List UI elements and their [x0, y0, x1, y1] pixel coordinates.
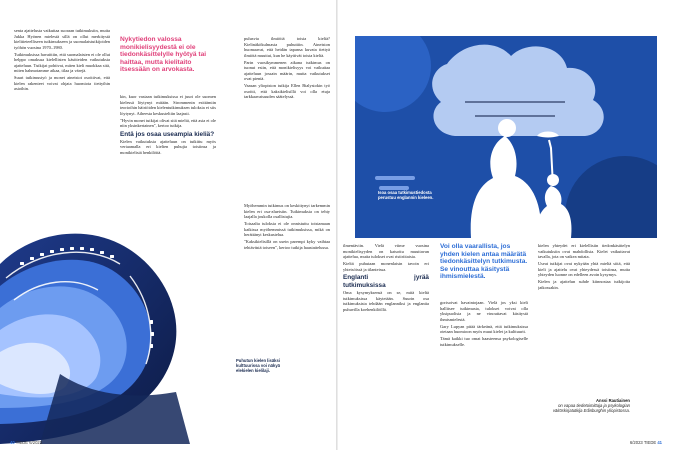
- right-col1-para-3: Vaasan yliopiston tutkija Ellen Bialystokin työ osoitti, että kaksikielisillä voi olla etuja tarkkaavaisuuden säätelyssä.: [244, 83, 330, 100]
- author-signature: [538, 398, 630, 413]
- author-description: on vapaa tiedetoimittaja ja psykologian väitöskirjatutkija Edinburghin yliopistossa.: [552, 403, 630, 413]
- left-col1-para-3: Suuri tutkimustyö ja monet aineistot osoittivat, että kielen rakenteet voivat ohjata huomiota tiettyihin asioihin.: [14, 75, 110, 92]
- left-folio: [10, 440, 42, 445]
- right-col3b-para-1: Oma kysymyksensä on se, mitä kieltä tutkimuksissa käytetään. Suurin osa tutkimuksista tehdään englanniksi ja englantia puhuvilla koehenkilöillä.: [343, 290, 429, 312]
- left-col2b-para-1: Kielen vaikutuksia ajatteluun on tutkittu myös vertaamalla eri kielten puhujia toisiinsa ja monikielisiä henkilöitä.: [120, 138, 216, 155]
- right-col5-para-1: kielen yhteydet eri kielellisiin tiedonkäsittelyn vaikutuksiin ovat mahdollisia. Kielet vaikuttavat tavalla, jota on vaikea mitata.: [538, 243, 630, 259]
- right-column-e: [538, 243, 630, 393]
- right-col3-para-2: Kieltä puhutaan monenlaisin tavoin eri yhteisöissä ja tilanteissa.: [343, 261, 429, 272]
- right-col2-para-2: Toisaalta tuloksia ei ole onnistuttu toistamaan kaikissa myöhemmissä tutkimuksissa, mikä on herättänyt keskustelua.: [244, 221, 330, 238]
- right-magazine-name: 6/2023 TIEDE: [629, 440, 657, 445]
- left-page-number: 40: [10, 440, 15, 445]
- left-column-1: [14, 28, 110, 231]
- left-illustration-caption: Puhutun kielen lisäksi kulttuurissa voi näkyä elekielen kielilaji.: [236, 358, 280, 373]
- pull-quote: Nykytiedon valossa monikielisyydestä ei ole tiedonkäsittelylle hyötyä tai haittaa, mutta kielitaito itsessään on arvokasta.: [120, 36, 207, 74]
- right-page-number: 41: [657, 440, 662, 445]
- mother-child-art: [355, 36, 657, 238]
- film-spiral-illustration: [0, 224, 190, 444]
- left-col2-para-1: kin, kuor vastaan tutkimuksissa ei juuri ole suomen kielessä löytynyt mitään. Strommenin esittämiin teorioihin häiriöiden kielentutkimuksen tuloksia ei siis löytynyt. Aiheesta keskusteltiin laajasti.: [120, 94, 216, 116]
- right-col3-para-1: ilmentäviin. Vielä viime vuosina monikielisyyden on katsottu muuttavan ajattelua, mutta tulokset ovat ristiriitaisia.: [343, 243, 429, 259]
- right-col5-para-2: Useat tutkijat ovat nykyään yhtä mieltä siitä, että kieli ja ajattelu ovat yhteydessä toisiinsa, mutta yhteyden luonne on edelleen avoin kysymys.: [538, 261, 630, 278]
- left-col2-para-2: "Hyvin monet tutkijat olivat sitä mieltä, että asia ei ole niin yksinkertainen", kertoo tutkija.: [120, 117, 216, 129]
- right-col4-para-2: Gary Lupyan pitää tärkeänä, että tutkimuksissa otetaan huomioon myös muut kielet ja kulttuurit.: [440, 323, 528, 335]
- right-col1-para-1: pulusvia ilmiöitä toisia kieliä? Kielinäkökulmasta puhuttiin. Aineiston huomaavat, että heidän tapansa kuvata tiettyä ilmiötä muuttui, kun he käyttivät toista kieltä.: [244, 36, 330, 58]
- right-col2-para-1: Myöhemmin tutkimus on keskittynyt tarkemmin kielen eri osa-alueisiin. Tutkimuksia on tehty laajalla joukolla osallistujia.: [244, 203, 330, 219]
- author-name: Anssi Rautiainen: [596, 398, 630, 403]
- page-gutter: [336, 0, 338, 450]
- right-col4-para-3: Tämä kaikki tuo omat haasteensa psykologiselle tutkimukselle.: [440, 336, 528, 347]
- right-col5-para-3: Kielen ja ajattelun suhde kiinnostaa tutkijoita jatkossakin.: [538, 279, 630, 290]
- right-folio: [630, 440, 662, 445]
- right-column-a: [244, 36, 330, 196]
- left-col1-para-1: senta ajattelusta vaikuttaa suoraan tutkimuksiin, mutta Jukka Hyönen mielestä sillä on ollut merkitystä kielitieteelliseen tutkimukseen ja suomalaistutkijoiden työhön vuosina 1970–1980.: [14, 28, 110, 50]
- left-col1-para-2: Tutkimuksissa havaittiin, että suomalaisten ei ole ollut helppo omaksua kielellisten käsitteiden vaikutuksia ajatteluun. Tutkijat pohtivat, miten kieli muokkaa sitä, miten hahmotamme aikaa, tilaa ja värejä.: [14, 51, 110, 74]
- right-col4-para-1: gorisoivat havaintojaan. Vielä jos yksi kieli hallitsee tutkimusta, tulokset voivat olla yksipuolisia ja ne vinouttavat käsitystä ihmismielestä.: [440, 300, 528, 322]
- blue-pull-quote: Voi olla vaarallista, jos yhden kielen antaa määrätä tiedonkäsittelyn tutkimusta. Se vinouttaa käsitystä ihmismielestä.: [440, 243, 528, 281]
- photo-caption: Isoa osaa tutkimustiedosta perustuu englannin kieleen.: [378, 190, 434, 200]
- left-column-2: [120, 94, 216, 224]
- right-subheading: Englanti jyrää tutkimuksissa: [343, 274, 429, 290]
- mother-child-illustration: [355, 36, 657, 238]
- right-col1-para-2: Parin vuosikymmenen aikana tutkimus on tuonut esiin, että monikielisyys voi vaikuttaa ajatteluun jossain määrin, mutta vaikutukset ovat pieniä.: [244, 59, 330, 82]
- right-column-b: [244, 203, 330, 435]
- right-column-d: [440, 300, 528, 435]
- right-column-c: [343, 243, 429, 435]
- left-subheading: Entä jos osaa useampia kieliä?: [120, 130, 215, 138]
- right-col2-para-3: "Kaksikielisillä on usein parempi kyky vaihtaa tehtävästä toiseen", kertoo tutkija haastattelussa.: [244, 239, 330, 250]
- left-magazine-name: TIEDE 6/2023: [15, 440, 43, 445]
